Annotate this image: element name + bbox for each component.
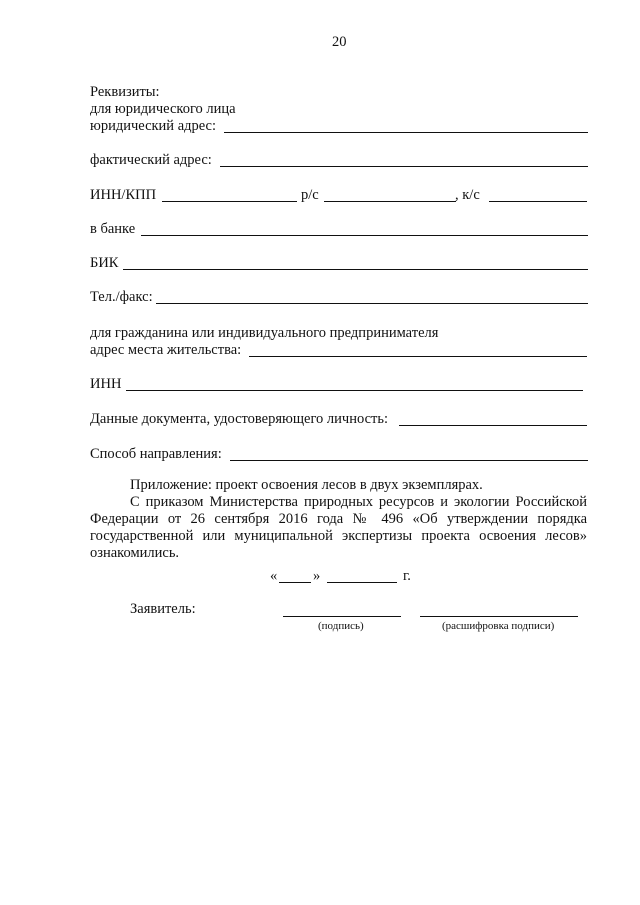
inn-kpp-field[interactable]: [162, 201, 297, 202]
transcript-field[interactable]: [420, 616, 578, 617]
signature-caption: (подпись): [318, 620, 364, 632]
phone-fax-field[interactable]: [156, 303, 588, 304]
bank-label: в банке: [90, 221, 136, 237]
inn-label: ИНН: [90, 376, 122, 392]
order-line-2: Федерации от 26 сентября 2016 года № 496 «Об утверждении порядка: [90, 511, 587, 527]
date-month-field[interactable]: [327, 582, 397, 583]
bik-label: БИК: [90, 255, 119, 271]
inn-field[interactable]: [126, 390, 583, 391]
actual-address-field[interactable]: [220, 166, 588, 167]
attachment-line: Приложение: проект освоения лесов в двух экземплярах.: [130, 477, 483, 493]
ks-label: , к/с: [455, 187, 480, 203]
bank-field[interactable]: [141, 235, 588, 236]
order-line-1: С приказом Министерства природных ресурсов и экологии Российской: [130, 494, 587, 510]
legal-entity-label: для юридического лица: [90, 101, 236, 117]
date-open-quote: «: [270, 568, 278, 584]
date-year-suffix: г.: [403, 568, 411, 584]
rs-label: р/с: [301, 187, 319, 203]
phone-fax-label: Тел./факс:: [90, 289, 153, 305]
legal-address-label: юридический адрес:: [90, 118, 217, 134]
inn-kpp-label: ИНН/КПП: [90, 187, 157, 203]
residence-label: адрес места жительства:: [90, 342, 242, 358]
citizen-label: для гражданина или индивидуального предпринимателя: [90, 325, 439, 341]
order-line-4: ознакомились.: [90, 545, 180, 561]
delivery-method-label: Способ направления:: [90, 446, 222, 462]
delivery-method-field[interactable]: [230, 460, 588, 461]
rs-field[interactable]: [324, 201, 456, 202]
transcript-caption: (расшифровка подписи): [442, 620, 555, 632]
applicant-label: Заявитель:: [130, 601, 196, 617]
id-document-field[interactable]: [399, 425, 587, 426]
bik-field[interactable]: [123, 269, 588, 270]
ks-field[interactable]: [489, 201, 587, 202]
residence-field[interactable]: [249, 356, 587, 357]
order-line-3: государственной или муниципальной экспертизы проекта освоения лесов»: [90, 528, 587, 544]
requisites-heading: Реквизиты:: [90, 84, 160, 100]
actual-address-label: фактический адрес:: [90, 152, 212, 168]
legal-address-field[interactable]: [224, 132, 588, 133]
id-document-label: Данные документа, удостоверяющего личность:: [90, 411, 388, 427]
page-number: 20: [332, 34, 347, 50]
date-close-quote: »: [313, 568, 321, 584]
date-day-field[interactable]: [279, 582, 311, 583]
signature-field[interactable]: [283, 616, 401, 617]
